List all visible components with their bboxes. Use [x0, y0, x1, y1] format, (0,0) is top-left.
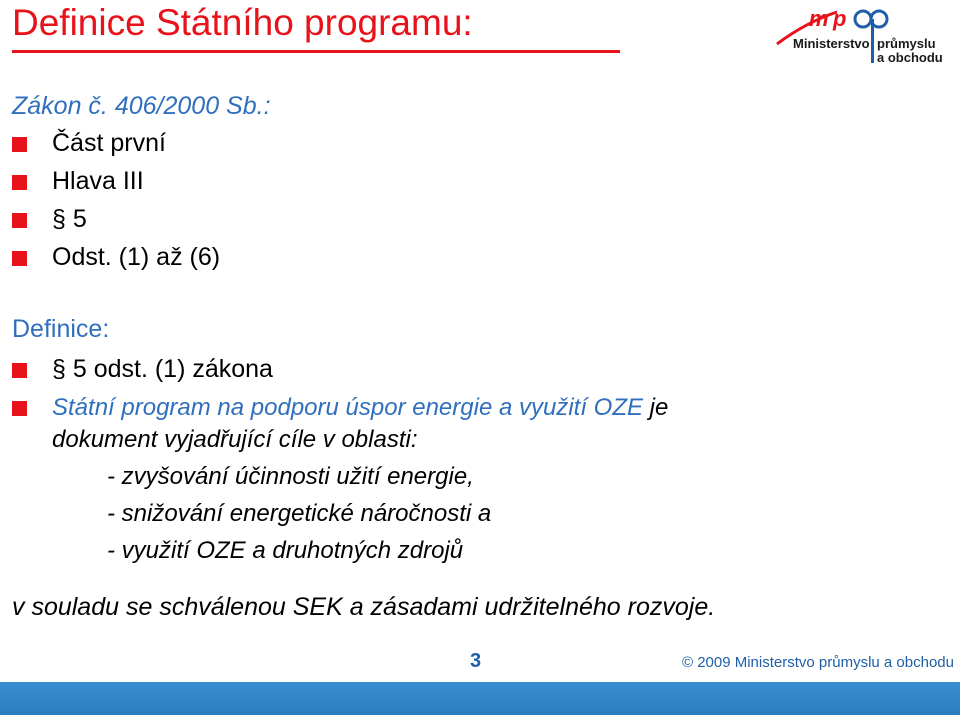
copyright-notice: © 2009 Ministerstvo průmyslu a obchodu: [681, 654, 954, 671]
definition-reference: [52, 355, 273, 384]
bullet-icon: [12, 175, 27, 190]
bullet-icon: [12, 363, 27, 378]
footer-bar: [0, 682, 960, 715]
bullet-icon: [12, 213, 27, 228]
title-underline: [12, 50, 620, 53]
law-item: Hlava III: [52, 167, 144, 195]
closing-statement: v souladu se schválenou SEK a zásadami udržitelného rozvoje.: [12, 593, 716, 621]
page-title: Definice Státního programu:: [12, 2, 473, 43]
goal-item: - využití OZE a druhotných zdrojů: [107, 537, 464, 564]
goal-item: - zvyšování účinnosti užití energie,: [107, 463, 474, 490]
svg-text:m: m: [809, 6, 829, 31]
ministry-logo: [775, 6, 955, 66]
goal-item: - snižování energetické náročnosti a: [107, 500, 492, 527]
law-item: Odst. (1) až (6): [52, 243, 221, 271]
bullet-icon: [12, 251, 27, 266]
law-item: Část první: [52, 129, 166, 157]
bullet-icon: [12, 401, 27, 416]
logo-line1: Ministerstvo: [793, 36, 870, 51]
definition-text: [52, 392, 872, 456]
law-heading: Zákon č. 406/2000 Sb.:: [12, 92, 271, 120]
logo-line2: průmyslu: [877, 36, 936, 51]
definition-reference-text: § 5 odst. (1) zákona: [52, 355, 273, 383]
page-number: 3: [470, 650, 482, 672]
definition-heading: Definice:: [12, 315, 110, 343]
bullet-icon: [12, 137, 27, 152]
definition-connector: je: [649, 394, 669, 421]
svg-text:p: p: [833, 6, 847, 31]
definition-continuation: dokument vyjadřující cíle v oblasti:: [52, 426, 418, 453]
logo-line3: a obchodu: [877, 50, 943, 65]
program-name: Státní program na podporu úspor energie a využití OZE: [52, 394, 643, 421]
law-item: § 5: [52, 205, 87, 233]
